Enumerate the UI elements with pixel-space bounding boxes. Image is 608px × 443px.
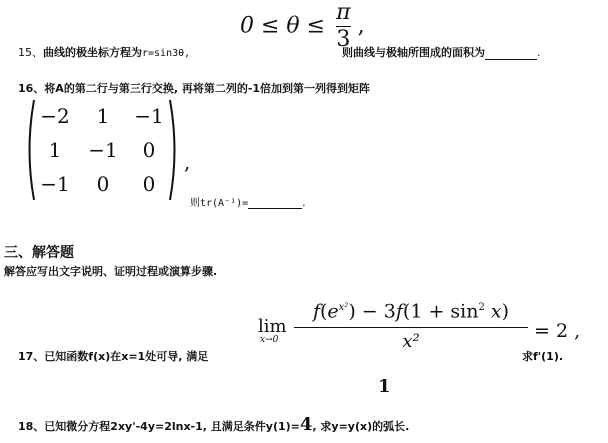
matrix-cell-r2c3: 0 xyxy=(142,138,156,162)
matrix-cell-r3c2: 0 xyxy=(96,172,110,196)
q16-trace-question xyxy=(190,194,306,209)
answer-blank xyxy=(248,196,302,209)
section-instruction: 解答应写出文字说明、证明过程或演算步骤. xyxy=(4,265,218,278)
inner-expr: 1 + sin xyxy=(410,300,479,323)
matrix-cell-r1c2: 1 xyxy=(96,104,110,128)
matrix-cell-r2c2: −1 xyxy=(88,138,118,162)
three-digit: 3 xyxy=(336,27,351,52)
q18-question xyxy=(18,414,409,435)
one-numerator: 1 xyxy=(378,376,391,397)
limit-fraction xyxy=(294,292,528,352)
e-symbol: e xyxy=(327,300,339,323)
q16-question: 16、将A的第二行与第三行交换, 再将第二列的-1倍加到第一列得到矩阵 xyxy=(18,82,371,95)
x-symbol: x xyxy=(484,300,502,323)
answer-blank xyxy=(485,47,537,60)
equals-two: = 2 , xyxy=(534,320,581,342)
fraction-bar xyxy=(294,327,528,328)
q15-question-tail xyxy=(342,44,541,60)
denominator: x² xyxy=(402,331,420,352)
matrix-cell-r2c1: 1 xyxy=(48,138,62,162)
period: . xyxy=(537,46,541,59)
matrix-comma: , xyxy=(184,150,191,174)
comma: , xyxy=(357,13,365,39)
exponent: x² xyxy=(338,302,349,313)
question-number: 15、 xyxy=(18,46,43,59)
lim-text: lim xyxy=(258,316,287,337)
lim-subscript: x→0 xyxy=(260,335,279,345)
q15-text-c: 则曲线与极轴所围成的面积为 xyxy=(342,46,485,59)
f-symbol: f xyxy=(395,300,403,323)
four-denominator: 4 xyxy=(299,414,313,435)
trace-text: 则tr(A⁻¹)= xyxy=(190,198,249,209)
q18-text-a: 18、已知微分方程2xy'-4y=2lnx-1, 且满足条件y(1)= xyxy=(18,420,300,433)
period: . xyxy=(302,196,306,209)
square: 2 xyxy=(478,302,485,313)
matrix-cell-r3c1: −1 xyxy=(40,172,70,196)
f-symbol: f xyxy=(312,300,320,323)
q17-text: 17、已知函数f(x)在x=1处可导, 满足 xyxy=(18,350,209,363)
limit-operator xyxy=(258,316,287,345)
section-title: 三、解答题 xyxy=(4,245,74,261)
q15-question xyxy=(18,44,190,60)
q17-question xyxy=(18,348,208,364)
matrix-cell-r1c3: −1 xyxy=(134,104,164,128)
minus-three: − 3 xyxy=(361,300,396,323)
q18-text-b: , 求y=y(x)的弧长. xyxy=(312,420,410,433)
theta-inequality: 0 ≤ θ ≤ xyxy=(240,13,326,39)
matrix xyxy=(24,98,182,202)
q15-equation: r=sin3θ, xyxy=(142,48,191,59)
q15-text-a: 曲线的极坐标方程为 xyxy=(43,46,142,59)
matrix-cell-r3c3: 0 xyxy=(142,172,156,196)
pi-symbol: π xyxy=(336,0,351,25)
q17-ask: 求f'(1). xyxy=(522,350,564,363)
numerator: $f(e^{x^2}) - 3f(1 + \sin^2 x)$ xyxy=(312,300,510,323)
matrix-cell-r1c1: −2 xyxy=(40,104,70,128)
